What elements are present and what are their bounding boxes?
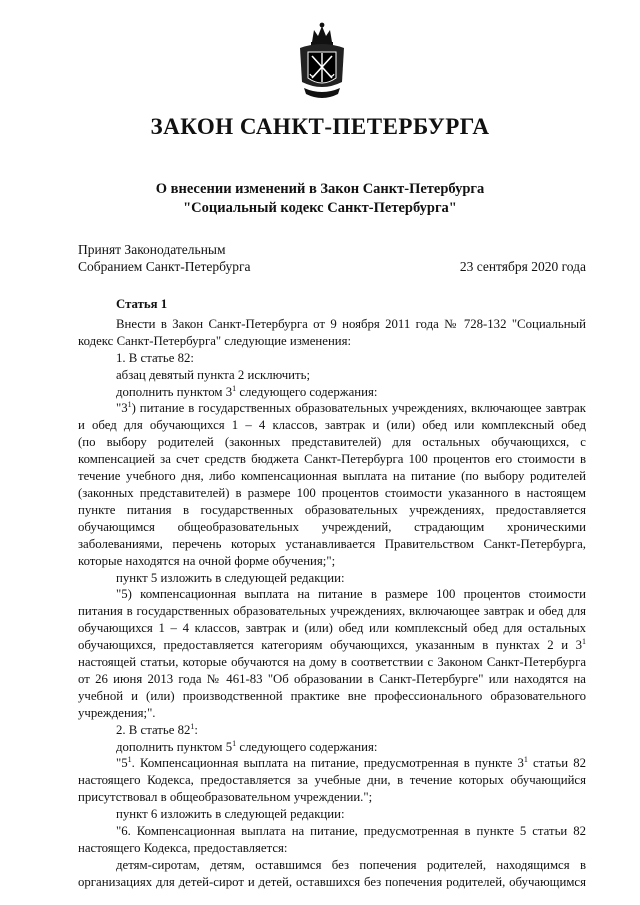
article-paragraph-line: питания в государственных образовательных учреждениях, включающее завтрак и обед для bbox=[78, 604, 586, 619]
article-paragraph: дополнить пунктом $3^1$ следующего содержания: bbox=[116, 383, 378, 399]
article-paragraph: "6. Компенсационная выплата на питание, предусмотренная в пункте 5 статьи 82 bbox=[116, 824, 586, 839]
article-paragraph: пункт 6 изложить в следующей редакции: bbox=[116, 807, 345, 822]
article-paragraph-line: от 26 июня 2013 года № 461-83 "Об образовании в Санкт-Петербурге" или находятся на bbox=[78, 671, 586, 686]
article-paragraph-line: организациях для детей-сирот и детей, оставшихся без попечения родителей, обучающимся bbox=[78, 874, 586, 889]
article-paragraph: "$5^1$. Компенсационная выплата на питание, предусмотренная в пункте $3^1$ статьи 82 bbox=[116, 755, 586, 771]
article-paragraph-line: пункте питания в государственных образовательных учреждениях, предоставляется bbox=[78, 502, 586, 517]
article-paragraph: 2. В статье $82^1$: bbox=[116, 721, 198, 737]
article-paragraph-line: которые находятся на очной форме обучения;"; bbox=[78, 553, 336, 568]
law-title: ЗАКОН САНКТ-ПЕТЕРБУРГА bbox=[150, 114, 490, 139]
article-paragraph-line: заболеваниями, перечень которых устанавливается Правительством Санкт-Петербурга, bbox=[78, 536, 586, 551]
coat-of-arms-emblem bbox=[296, 22, 348, 104]
article-paragraph-line: (по выбору родителей (законных представителей) для остальных обучающихся, с bbox=[78, 435, 586, 450]
article-body bbox=[78, 296, 586, 891]
article-paragraph-line: обучающихся, предоставляется категориям обучающихся, указанным в пунктах 2 и $3^1$ bbox=[78, 637, 586, 653]
article-paragraph-line: учреждения;". bbox=[78, 705, 156, 720]
article-paragraph: Внести в Закон Санкт-Петербурга от 9 ноября 2011 года № 728-132 "Социальный bbox=[116, 316, 586, 331]
article-paragraph: абзац девятый пункта 2 исключить; bbox=[116, 367, 311, 382]
article-paragraph: пункт 5 изложить в следующей редакции: bbox=[116, 570, 345, 585]
article-paragraph: 1. В статье 82: bbox=[116, 350, 194, 365]
article-paragraph-line: обучающихся 1 – 4 классов, завтрак и (или) обед или комплексный обед для остальных bbox=[78, 621, 586, 636]
adoption-date: 23 сентября 2020 года bbox=[459, 259, 586, 274]
adoption-line: Собранием Санкт-Петербурга bbox=[78, 259, 251, 274]
article-paragraph-line: учебной и (или) производственной практике вне профессионального образовательного bbox=[78, 688, 586, 703]
article-paragraph-line: присутствовал в общеобразовательном учреждении."; bbox=[78, 790, 373, 805]
article-heading: Статья 1 bbox=[116, 297, 168, 311]
article-paragraph: "5) компенсационная выплата на питание в размере 100 процентов стоимости bbox=[116, 587, 586, 602]
article-paragraph-line: (законных представителей) в размере 100 процентов стоимости указанного в настоящем bbox=[78, 485, 586, 500]
article-paragraph-line: настоящего Кодекса, предоставляется: bbox=[78, 841, 288, 855]
law-subtitle bbox=[0, 180, 640, 218]
coat-of-arms-icon bbox=[296, 22, 348, 104]
article-paragraph-line: обучающимся общеобразовательных учреждений, страдающим хроническими bbox=[78, 519, 586, 534]
article-paragraph: дополнить пунктом $5^1$ следующего содержания: bbox=[116, 738, 378, 754]
subtitle-line: "Социальный кодекс Санкт-Петербурга" bbox=[183, 200, 457, 216]
adoption-line: Принят Законодательным bbox=[78, 242, 226, 257]
article-paragraph-line: и обед для обучающихся 1 – 4 классов, завтрак и (или) обед или комплексный обед bbox=[78, 418, 586, 433]
article-paragraph: детям-сиротам, детям, оставшимся без попечения родителей, находящимся в bbox=[116, 857, 586, 872]
article-paragraph: кодекс Санкт-Петербурга" следующие изменения: bbox=[78, 333, 352, 348]
adoption-authority bbox=[78, 241, 251, 275]
article-paragraph: "$3^1$) питание в государственных образовательных учреждениях, включающее завтрак bbox=[116, 400, 586, 416]
subtitle-line: О внесении изменений в Закон Санкт-Петербурга bbox=[155, 181, 485, 197]
article-paragraph-line: настоящей статьи, которые обучаются на дому в соответствии с Законом Санкт-Петербурга bbox=[78, 655, 586, 670]
article-paragraph-line: компенсацией за счет средств бюджета Санкт-Петербурга 100 процентов его стоимости в bbox=[78, 452, 586, 467]
article-paragraph-line: настоящего Кодекса, предоставляется за учебные дни, в течение которых обучающийся bbox=[78, 773, 586, 788]
article-paragraph-line: течение учебного дня, либо компенсационная выплата на питание (по выбору родителей bbox=[78, 469, 586, 484]
